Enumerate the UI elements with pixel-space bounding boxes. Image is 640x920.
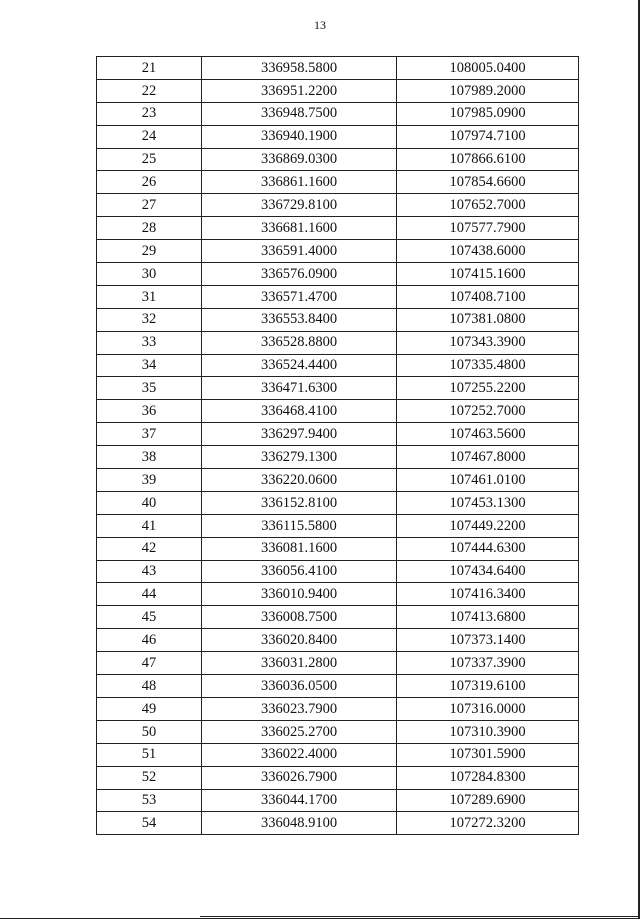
table-row [97,148,579,171]
y-coordinate-cell: 107319.6100 [397,675,579,698]
x-coordinate-cell: 336220.0600 [202,469,397,492]
table-row [97,263,579,286]
y-coordinate-cell: 107252.7000 [397,400,579,423]
table-row [97,331,579,354]
point-number-cell: 30 [97,263,202,286]
y-coordinate-cell: 107416.3400 [397,583,579,606]
x-coordinate-cell: 336553.8400 [202,308,397,331]
table-row [97,354,579,377]
y-coordinate-cell: 107463.5600 [397,423,579,446]
table-row [97,308,579,331]
x-coordinate-cell: 336026.7900 [202,766,397,789]
y-coordinate-cell: 107310.3900 [397,720,579,743]
point-number-cell: 42 [97,537,202,560]
point-number-cell: 22 [97,79,202,102]
table-row [97,194,579,217]
x-coordinate-cell: 336576.0900 [202,263,397,286]
y-coordinate-cell: 107316.0000 [397,697,579,720]
x-coordinate-cell: 336056.4100 [202,560,397,583]
point-number-cell: 47 [97,652,202,675]
table-row [97,171,579,194]
point-number-cell: 32 [97,308,202,331]
y-coordinate-cell: 107408.7100 [397,285,579,308]
table-row [97,491,579,514]
y-coordinate-cell: 107289.6900 [397,789,579,812]
table-row [97,469,579,492]
y-coordinate-cell: 107985.0900 [397,102,579,125]
page-bottom-rule [200,916,640,917]
table-row [97,560,579,583]
x-coordinate-cell: 336951.2200 [202,79,397,102]
point-number-cell: 37 [97,423,202,446]
point-number-cell: 54 [97,812,202,835]
table-row [97,812,579,835]
point-number-cell: 49 [97,697,202,720]
x-coordinate-cell: 336008.7500 [202,606,397,629]
y-coordinate-cell: 107438.6000 [397,240,579,263]
x-coordinate-cell: 336468.4100 [202,400,397,423]
y-coordinate-cell: 107854.6600 [397,171,579,194]
x-coordinate-cell: 336940.1900 [202,125,397,148]
table-row [97,537,579,560]
point-number-cell: 31 [97,285,202,308]
x-coordinate-cell: 336958.5800 [202,57,397,80]
x-coordinate-cell: 336524.4400 [202,354,397,377]
table-row [97,766,579,789]
table-row [97,240,579,263]
y-coordinate-cell: 107444.6300 [397,537,579,560]
x-coordinate-cell: 336081.1600 [202,537,397,560]
table-row [97,789,579,812]
x-coordinate-cell: 336031.2800 [202,652,397,675]
point-number-cell: 38 [97,446,202,469]
table-row [97,697,579,720]
table-row [97,652,579,675]
y-coordinate-cell: 107381.0800 [397,308,579,331]
x-coordinate-cell: 336297.9400 [202,423,397,446]
point-number-cell: 34 [97,354,202,377]
x-coordinate-cell: 336022.4000 [202,743,397,766]
point-number-cell: 51 [97,743,202,766]
x-coordinate-cell: 336528.8800 [202,331,397,354]
page-number: 13 [314,18,326,32]
table-row [97,102,579,125]
y-coordinate-cell: 107413.6800 [397,606,579,629]
y-coordinate-cell: 107467.8000 [397,446,579,469]
point-number-cell: 28 [97,217,202,240]
y-coordinate-cell: 107434.6400 [397,560,579,583]
point-number-cell: 39 [97,469,202,492]
point-number-cell: 40 [97,491,202,514]
point-number-cell: 52 [97,766,202,789]
coordinates-table-body [97,57,579,835]
y-coordinate-cell: 107284.8300 [397,766,579,789]
y-coordinate-cell: 107989.2000 [397,79,579,102]
point-number-cell: 23 [97,102,202,125]
table-row [97,125,579,148]
x-coordinate-cell: 336152.8100 [202,491,397,514]
x-coordinate-cell: 336861.1600 [202,171,397,194]
y-coordinate-cell: 107301.5900 [397,743,579,766]
table-row [97,57,579,80]
table-row [97,423,579,446]
x-coordinate-cell: 336471.6300 [202,377,397,400]
y-coordinate-cell: 107415.1600 [397,263,579,286]
x-coordinate-cell: 336571.4700 [202,285,397,308]
x-coordinate-cell: 336023.7900 [202,697,397,720]
table-row [97,514,579,537]
x-coordinate-cell: 336591.4000 [202,240,397,263]
point-number-cell: 50 [97,720,202,743]
point-number-cell: 29 [97,240,202,263]
x-coordinate-cell: 336010.9400 [202,583,397,606]
point-number-cell: 46 [97,629,202,652]
x-coordinate-cell: 336948.7500 [202,102,397,125]
x-coordinate-cell: 336020.8400 [202,629,397,652]
x-coordinate-cell: 336044.1700 [202,789,397,812]
x-coordinate-cell: 336279.1300 [202,446,397,469]
point-number-cell: 21 [97,57,202,80]
x-coordinate-cell: 336869.0300 [202,148,397,171]
y-coordinate-cell: 107335.4800 [397,354,579,377]
table-row [97,675,579,698]
y-coordinate-cell: 107974.7100 [397,125,579,148]
table-row [97,720,579,743]
point-number-cell: 25 [97,148,202,171]
table-row [97,606,579,629]
x-coordinate-cell: 336115.5800 [202,514,397,537]
y-coordinate-cell: 107255.2200 [397,377,579,400]
coordinates-table [96,56,579,835]
table-row [97,583,579,606]
point-number-cell: 43 [97,560,202,583]
table-row [97,446,579,469]
table-row [97,79,579,102]
point-number-cell: 26 [97,171,202,194]
y-coordinate-cell: 107461.0100 [397,469,579,492]
y-coordinate-cell: 107866.6100 [397,148,579,171]
y-coordinate-cell: 107453.1300 [397,491,579,514]
y-coordinate-cell: 107373.1400 [397,629,579,652]
point-number-cell: 35 [97,377,202,400]
point-number-cell: 45 [97,606,202,629]
point-number-cell: 53 [97,789,202,812]
table-row [97,285,579,308]
point-number-cell: 41 [97,514,202,537]
y-coordinate-cell: 107652.7000 [397,194,579,217]
point-number-cell: 27 [97,194,202,217]
x-coordinate-cell: 336036.0500 [202,675,397,698]
point-number-cell: 44 [97,583,202,606]
point-number-cell: 36 [97,400,202,423]
y-coordinate-cell: 107343.3900 [397,331,579,354]
y-coordinate-cell: 107449.2200 [397,514,579,537]
y-coordinate-cell: 107272.3200 [397,812,579,835]
table-row [97,743,579,766]
y-coordinate-cell: 107337.3900 [397,652,579,675]
x-coordinate-cell: 336681.1600 [202,217,397,240]
y-coordinate-cell: 107577.7900 [397,217,579,240]
point-number-cell: 33 [97,331,202,354]
table-row [97,629,579,652]
x-coordinate-cell: 336729.8100 [202,194,397,217]
table-row [97,217,579,240]
y-coordinate-cell: 108005.0400 [397,57,579,80]
x-coordinate-cell: 336048.9100 [202,812,397,835]
point-number-cell: 24 [97,125,202,148]
table-row [97,377,579,400]
x-coordinate-cell: 336025.2700 [202,720,397,743]
point-number-cell: 48 [97,675,202,698]
table-row [97,400,579,423]
